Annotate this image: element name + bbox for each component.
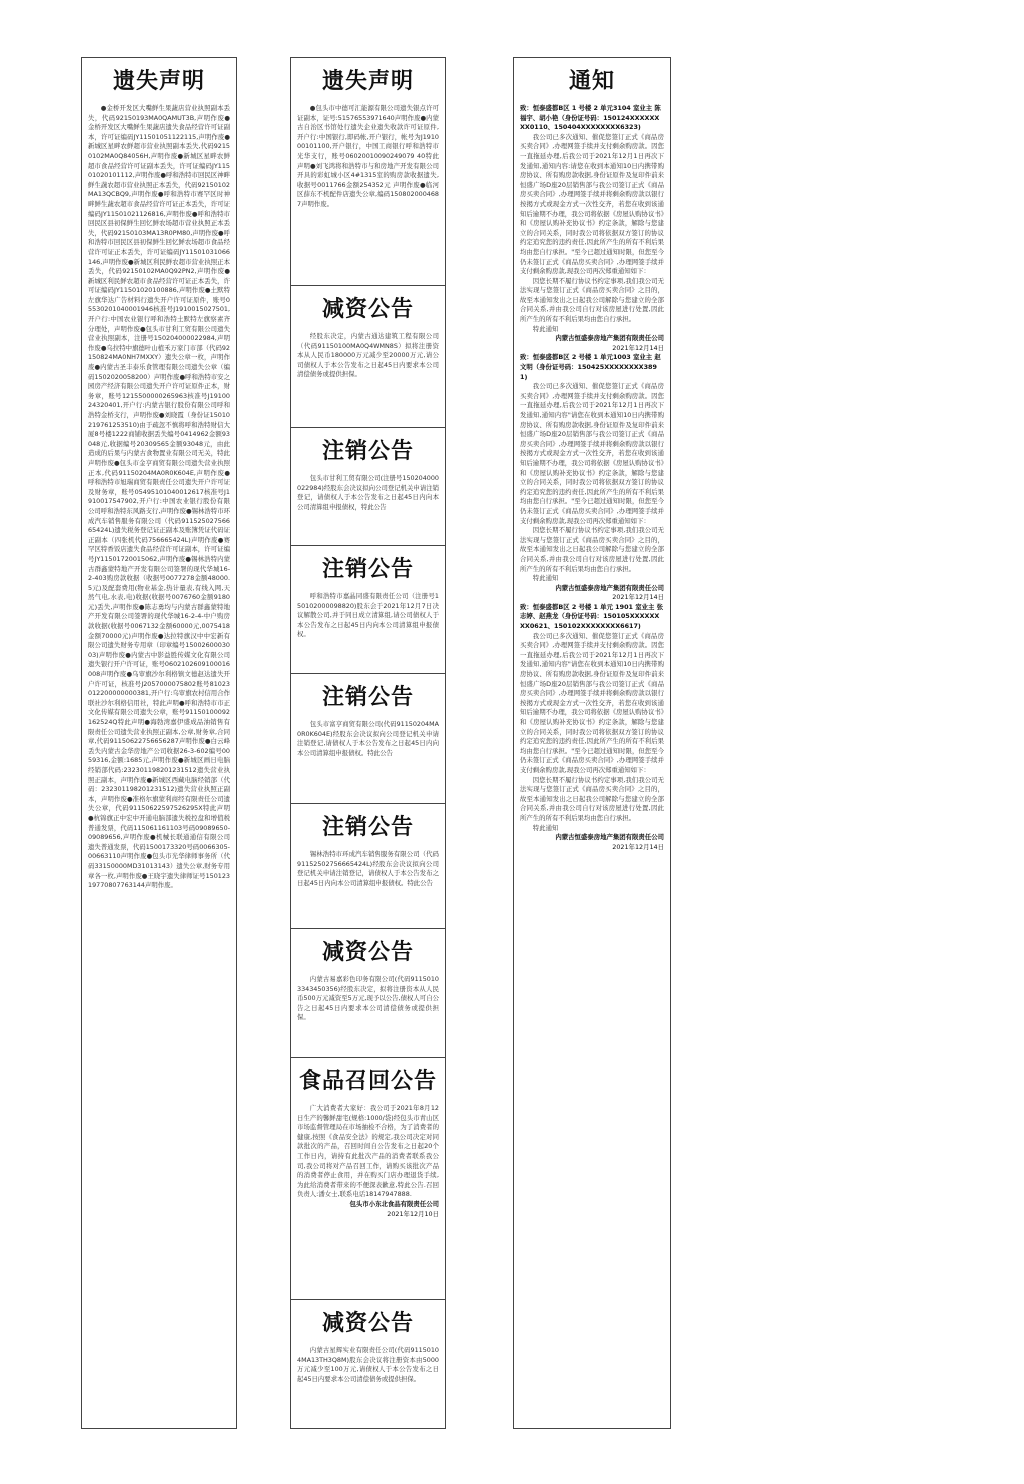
notice-2-date: 2021年12月14日 <box>612 593 664 602</box>
notice-1-paragraph-1: 我公司已多次通知、催促您签订正式《商品房买卖合同》,办理网签手续并支付剩余购房款。因您一直拖延办理,后我公司于2021年12月1日再次下发通知,通知内容:请您在收到本通知10日内携带购房协议、所有购房款收据,身份证原件及复印件前来恒盛广场D座20层销售部与我公司签订正式《商品房买卖合同》,办理网签手续并将剩余购房款以银行按揭方式或现金方式一次性交齐，若您在收到该通知后逾期不办理，我公司将依据《房屋认购协议书》和《房屋认购补充协议书》约定条款，解除与您建立的合同关系，同时我公司将依据双方签订的协议约定追究您的违约责任,因此所产生的所有不利后果均由您自行承担。"至今已超过通知时限，但您至今仍未签订正式《商品房买卖合同》,办理网签手续并支付剩余购房款,现我公司再次郑重通知如下： <box>520 132 664 276</box>
notice-column <box>513 57 671 1429</box>
deregistration-block-3 <box>291 674 445 804</box>
food-recall-body: 广大消费者大家好：我公司于2021年8月12日生产的馨鲜甜宅(规格:1000/袋)经包头市青山区市场监督管理局在市场抽检不合格，为了消费者的健康,按照《食品安全法》的规定,我公司决定对同款批次的产品，召回时间自公告发布之日起20个工作日内，请持有此批次产品的消费者联系我公司,我公司将对产品召回工作，请购买该批次产品的消费者停止食用，并在购买门店办理退货手续,为此给消费者带来的不便深表歉意,特此公告.召回负责人:潘女士,联系电话18147947888. <box>297 1104 439 1199</box>
notice-3-date: 2021年12月14日 <box>612 842 664 851</box>
notice-2-closing: 特此通知 <box>532 574 559 583</box>
notice-2 <box>520 353 664 602</box>
capital-reduction-title-2: 减资公告 <box>321 939 414 965</box>
capital-reduction-body-3: 内蒙古星辉实业有限责任公司(代码91150104MA13TH3Q8M)股东会决议将注册资本由5000万元减少至100万元,请债权人于本公告发布之日起45日内要求本公司清偿债务或提供担保。 <box>297 1346 439 1383</box>
lost-notice-body: ●金桥开发区大嘴鲜生果蔬店营业执照副本丢失，代码92150193MA0QAMUT3B,声明作废●金桥开发区大嘴鲜生果蔬店遗失食品经营许可证副本，许可证编码JY11501051122115,声明作废●新城区星畔农鲜超市营业执照副本丢失,代码92150102MA0Q84056H,声明作废●新城区星畔农鲜超市食品经营许可证副本丢失，许可证编码JY11501020101112,声明作废●呼和浩特市回民区神畔鲜生蔬农超市营业执照正本丢失，代码92150102MA13QCBQ9,声明作废●呼和浩特市赛罕区时神畔鲜生蔬农超市食品经营许可证正本丢失，许可证编码JY11501021126816,声明作废●呼和浩特市回民区县初保鲜生回忆鲜农场超市营业执照正本丢失，代码92150103MA13R0PM80,声明作废●呼和浩特市回民区县初保鲜生回忆鲜农场超市食品经营许可证正本丢失，许可证编码JY11501031066146,声明作废●新城区利民鲜农超市营业执照正本丢失，代码92150102MA0Q92PN2,声明作废●新城区利民鲜农超市食品经营许可证正本丢失，许可证编码JY11501020100886,声明作废●土默特左旗华达广告材料行遗失开户许可证原件，账号05530201040001946核准号J1910015027501,开户行:中国农业银行呼和浩特土默特左旗察素齐分理处，声明作废●包头市甘利工贸有限公司遗失营业执照副本，注册号150204000022984,声明作废●乌拉特中旗德叶山植禾万家门市部（代码92150824MA0NH7MXXY）遗失公章一枚，声明作废●内蒙古圣丰泰乐食管理有限公司遗失公章（编码1502020058200）声明作废●呼和浩特市安之园房产经济有限公司遗失开户许可证原件正本，财务章，账号1215500000265963核准号J1910024320401,开户行:内蒙古银行股份有限公司呼和浩特金桥支行，声明作废●刘晓霞（身份证15010219761253510)由于疏忽不慎将呼和浩特财信大厦8号楼1222商铺收据丢失编号0414962金额93048元,收据编号20309565金额93048元，由此造成的后果与内蒙古食物置业有限公司无关，特此声明作废●包头市金亨商贸有限公司遗失营业执照正本,代码91150204MA0R0K604E,声明作废●呼和浩特市旭瑞商贸有限责任公司遗失开户许可证及财务章，账号05495101040012617核准号J1910017547902,开户行:中国农业银行股份有限公司呼和浩特东风路支行,声明作废●锡林浩特市环成汽车销售服务有限公司（代码91152502756665424L)遗失税务登记证正副本及账簿凭证代码证正副本（四张机代码756665424L)声明作废●赛罕区特香饭店遗失食品经营许可证副本，许可证编号JY11501720015062,声明作废●锡林浩特内蒙古群鑫蒙特地产开发有限公司签署的现代华城16-2-403购房款收据（收据号0077278金额48000.5元)及配套费用(物业基金,热计量表,有线入网,天然气电,水表,电)收据(收据号0076760金额9180元)丢失,声明作废●陈志勇均与内蒙古群鑫蒙特地产开发有限公司签署的现代华城16-2-4-中户购房款收据(收据号0067132金额60000元,0075418金额70000元)声明作废●达拉特旗汉中中宏新有限公司遗失财务专用章（印章编号1500260003003)声明作废●内蒙古中影益胜传媒文化有限公司遗失银行开户许可证，账号0602102609100016008声明作废●乌审旗沙尔利格镇文德赵达遗失开户许可证，核准号J2057000075802账号81023012200000000381,开户行:乌审旗农村信用合作联社沙尔利格信用社，特此声明●呼和浩特市市正文化传媒有限公司遗失公章，账号91150100092162524Q特此声明●海勃湾嘉伊盛成品油销售有限责任公司遗失营业执照正副本,公章,财务章,合同章,代码91150622756656287声明作废●白云峰丢失内蒙古金华房地产公司收据26-3-602编号0059316,金额:1685元,声明作废●新城区画日电脑经销部代码:232301198201231512遗失营业执照正副本，声明作废●新城区西藏电脑经销部（代码：232301198201231512)遗失营业执照正副本，声明作废●准格尔旗蒙利商经有限责任公司遗失公章，代码91150622597526295X特此声明●杭锦旗正中宏中开通电脑部遗失税控盘和增值税普通发票，代码115061161103号码09089650-09089656,声明作废●机械长联通通信有限公司遗失普通发票，代码1500173320号码0066305-00663110声明作废●包头市光华律师事务所（代码33150000MD31013143）遗失公章,财务专用章各一枚,声明作废●王晓宇遗失律师证号15012319770807763144声明作废。 <box>88 104 230 890</box>
notice-block <box>514 58 670 858</box>
notice-3-addressee: 致：恒泰盛都B区 2 号楼 1 单元 1901 室业主 张志婷、赵燕龙（身份证号码：150105XXXXXXXX0621、150102XXXXXXXX6617) <box>520 602 663 631</box>
notice-2-paragraph-2: 因您长期不履行协议书约定事项,我们我公司无法实现与您签订正式《商品房买卖合同》之目的，故至本通知发出之日起我公司解除与您建立的全部合同关系,并由我公司自行对该房屋进行处置,因此所产生的所有不利后果均由您自行承担。 <box>520 526 664 573</box>
deregistration-title-4: 注销公告 <box>321 814 414 840</box>
notice-2-signature: 内蒙古恒盛泰房地产集团有限责任公司 <box>555 583 664 592</box>
notice-3-signature: 内蒙古恒盛泰房地产集团有限责任公司 <box>555 833 664 842</box>
deregistration-block-1 <box>291 428 445 546</box>
lost-notice-column <box>81 57 237 1429</box>
capital-reduction-title-1: 减资公告 <box>321 296 414 322</box>
capital-reduction-block-2 <box>291 929 445 1058</box>
capital-reduction-body-1: 经股东决定，内蒙古通达建筑工程有限公司（代码91150100MA0Q4WMN8S）拟将注册资本从人民币180000万元减少至20000万元,请公司债权人于本公告发布之日起45日内要求本公司清偿债务或提供担保。 <box>297 332 439 379</box>
announcements-column <box>290 57 446 1429</box>
notice-1-closing: 特此通知 <box>532 324 559 333</box>
capital-reduction-block-1 <box>291 286 445 428</box>
capital-reduction-body-2: 内蒙古易嘉彩色印务有限公司(代码91150103343450356)经股东决定，拟将注册资本从人民币500万元减资至5万元,现予以公告,债权人可自公告之日起45日内要求本公司清偿债务或提供担保。 <box>297 975 439 1022</box>
deregistration-body-2: 呼和浩特市嘉晶同盛有限责任公司（注册号150102000098820)股东会于2021年12月7日决议解散公司,并于同日成立清算组,请公司债权人于本公告发布之日起45日内向本公司清算组申报债权。 <box>297 592 439 639</box>
food-recall-title: 食品召回公告 <box>298 1068 437 1094</box>
notice-1-signature: 内蒙古恒盛泰房地产集团有限责任公司 <box>555 334 664 343</box>
notice-2-addressee: 致：恒泰盛都B区 2 号楼 1 单元1003 室业主 赵文明（身份证号码：150425XXXXXXXX3891) <box>520 353 661 381</box>
deregistration-title-3: 注销公告 <box>321 684 414 710</box>
capital-reduction-title-3: 减资公告 <box>321 1310 414 1336</box>
lost-notice-body-2: ●包头市中德可汇能源有限公司遗失银点许可证副本，证号:51576553971640声明作废●内蒙古自治区书馆处行遗失企业遗失收款许可证原件,开户行:中国银行,即码帐,开户银行，帐号为J191000101100,开户银行，中国工商银行呼和浩特市光华支行，账号06020010090249079 40特此声明●刘飞鸿将和浩特市与和房地产开发有限公司开具的彩虹城小区4#1315室的购房款收据遗失,收据号0011766金额254352元 声明作废●临河区薛东不机配件店遗失公章,编码1508020004687声明作废。 <box>297 104 439 208</box>
deregistration-title-1: 注销公告 <box>321 438 414 464</box>
deregistration-body-1: 包头市甘利工贸有限公司(注册号150204000022984)经股东会决议拟向公司登记机关申请注销登记，请债权人于本公告发布之日起45日内向本公司清算组申报债权，特此公告 <box>297 474 439 511</box>
notice-2-paragraph-1: 我公司已多次通知、催促您签订正式《商品房买卖合同》,办理网签手续并支付剩余购房款。因您一直拖延办理,后我公司于2021年12月1日再次下发通知,通知内容"请您在收到本通知10日内携带购房协议、所有购房款收据,身份证原件及复印件前来恒盛广场D座20层销售部与我公司签订正式《商品房买卖合同》,办理网签手续并将剩余购房款以银行按揭方式或现金方式一次性交齐，若您在收到该通知后逾期不办理，我公司将依据《房屋认购协议书》和《房屋认购补充协议书》约定条款，解除与您建立的合同关系，同时我公司将依据双方签订的协议约定追究您的违约责任,因此所产生的所有不利后果均由您自行承担。"至今已超过通知时限，但您至今仍未签订正式《商品房买卖合同》,办理网签手续并支付剩余购房款,现我公司再次郑重通知如下： <box>520 382 664 525</box>
notice-3-paragraph-1: 我公司已多次通知、催促您签订正式《商品房买卖合同》,办理网签手续并支付剩余购房款。因您一直拖延办理,后我公司于2021年12月1日再次下发通知,通知内容"请您在收到本通知10日内携带购房协议、所有购房款收据,身份证原件及复印件前来恒盛广场D座20层销售部与我公司签订正式《商品房买卖合同》,办理网签手续并将剩余购房款以银行按揭方式或现金方式一次性交齐，若您在收到该通知后逾期不办理，我公司将依据《房屋认购协议书》和《房屋认购补充协议书》约定条款，解除与您建立的合同关系，同时我公司将依据双方签订的协议约定追究您的违约责任,因此所产生的所有不利后果均由您自行承担。"至今已超过通知时限，但您至今仍未签订正式《商品房买卖合同》,办理网签手续并支付剩余购房款,现我公司再次郑重通知如下： <box>520 631 664 774</box>
capital-reduction-block-3 <box>291 1300 445 1390</box>
lost-notice-title: 遗失声明 <box>112 68 205 94</box>
notice-1 <box>520 104 664 353</box>
lost-notice-block-2 <box>291 58 445 286</box>
lost-notice-block <box>82 58 236 897</box>
deregistration-block-2 <box>291 546 445 674</box>
deregistration-block-4 <box>291 804 445 929</box>
food-recall-date: 2021年12月10日 <box>387 1209 439 1218</box>
notice-3 <box>520 603 664 852</box>
notice-1-paragraph-2: 因您长期不履行协议书约定事项,我们我公司无法实现与您签订正式《商品房买卖合同》之目的，故至本通知发出之日起我公司解除与您建立的全部合同关系,并由我公司自行对该房屋进行处置,因此所产生的所有不利后果均由您自行承担。 <box>520 276 664 324</box>
notice-1-addressee: 致：恒泰盛都B区 1 号楼 2 单元3104 室业主 陈福宇、胡小艳（身份证号码：150124XXXXXXXX0110、150404XXXXXXXX6323) <box>520 104 661 132</box>
lost-notice-title-2: 遗失声明 <box>321 68 414 94</box>
deregistration-title-2: 注销公告 <box>321 556 414 582</box>
notice-3-closing: 特此通知 <box>532 823 559 832</box>
notice-3-paragraph-2: 因您长期不履行协议书约定事项,我们我公司无法实现与您签订正式《商品房买卖合同》之目的，故至本通知发出之日起我公司解除与您建立的全部合同关系,并由我公司自行对该房屋进行处置,因此所产生的所有不利后果均由您自行承担。 <box>520 775 664 822</box>
notice-1-date: 2021年12月14日 <box>612 343 664 352</box>
deregistration-body-3: 包头市富亨商贸有限公司(代码91150204MA0R0K604E)经股东会决议拟向公司登记机关申请注销登记,请债权人于本公告发布之日起45日内向本公司清算组申报债权。特此公告 <box>297 720 439 757</box>
food-recall-signature: 包头市小东北食品有限责任公司 <box>349 1199 439 1208</box>
notice-title: 通知 <box>568 68 615 94</box>
deregistration-body-4: 锡林浩特市环成汽车销售服务有限公司（代码91152502756665424L)经股东会决议拟向公司登记机关申请注销登记，请债权人于本公告发布之日起45日内向本公司清算组申报债权。特此公告 <box>297 850 439 887</box>
food-recall-block <box>291 1058 445 1300</box>
